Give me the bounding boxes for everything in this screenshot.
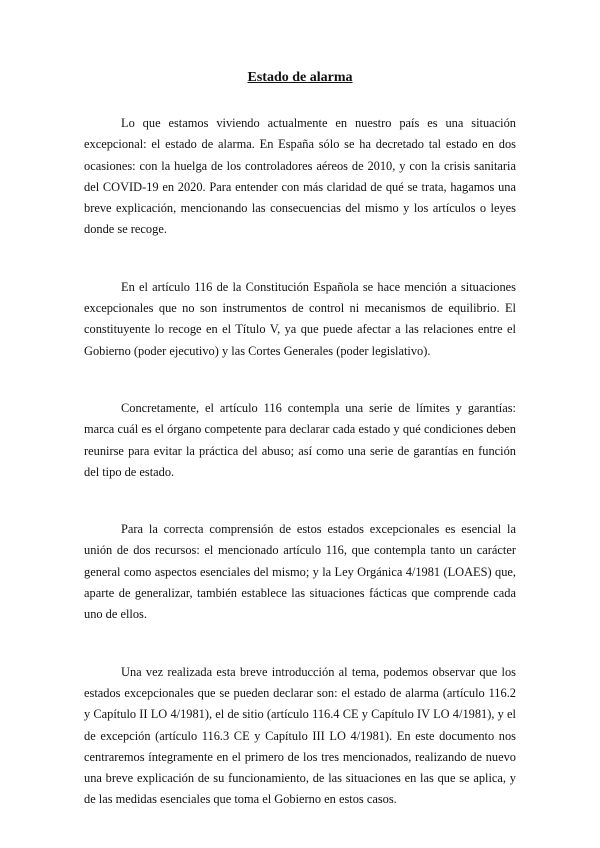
paragraph-4: Para la correcta comprensión de estos estados excepcionales es esencial la unión de dos recursos: el mencionado artículo 116, que contempla tanto un carácter general como aspectos esenciales del mismo; y la Ley Orgánica 4/1981 (LOAES) que, aparte de generalizar, también establece las situaciones fácticas que comprende cada uno de ellos. [84, 522, 516, 622]
paragraph-3: Concretamente, el artículo 116 contempla una serie de límites y garantías: marca cuál es el órgano competente para declarar cada estado y qué condiciones deben reunirse para evitar la práctica del abuso; así como una serie de garantías en función del tipo de estado. [84, 400, 516, 479]
document-body [84, 113, 516, 847]
paragraph-5: Una vez realizada esta breve introducción al tema, podemos observar que los estados excepcionales que se pueden declarar son: el estado de alarma (artículo 116.2 y Capítulo II LO 4/1981), el de sitio (artículo 116.4 CE y Capítulo IV LO 4/1981), y el de excepción (artículo 116.3 CE y Capítulo III LO 4/1981). En este documento nos centraremos íntegramente en el primero de los tres mencionados, realizando de nuevo una breve explicación de su funcionamiento, de las situaciones en las que se aplica, y de las medidas esenciales que toma el Gobierno en estos casos. [84, 664, 516, 807]
paragraph-2: En el artículo 116 de la Constitución Española se hace mención a situaciones excepcionales que no son instrumentos de control ni mecanismos de equilibrio. El constituyente lo recoge en el Título V, ya que puede afectar a las relaciones entre el Gobierno (poder ejecutivo) y las Cortes Generales (poder legislativo). [84, 279, 516, 358]
paragraph-1: Lo que estamos viviendo actualmente en nuestro país es una situación excepcional: el estado de alarma. En España sólo se ha decretado tal estado en dos ocasiones: con la huelga de los controladores aéreos de 2010, y con la crisis sanitaria del COVID-19 en 2020. Para entender con más claridad de qué se trata, hagamos una breve explicación, mencionando las consecuencias del mismo y los artículos o leyes donde se recoge. [84, 116, 516, 237]
document-title: Estado de alarma [247, 70, 353, 85]
